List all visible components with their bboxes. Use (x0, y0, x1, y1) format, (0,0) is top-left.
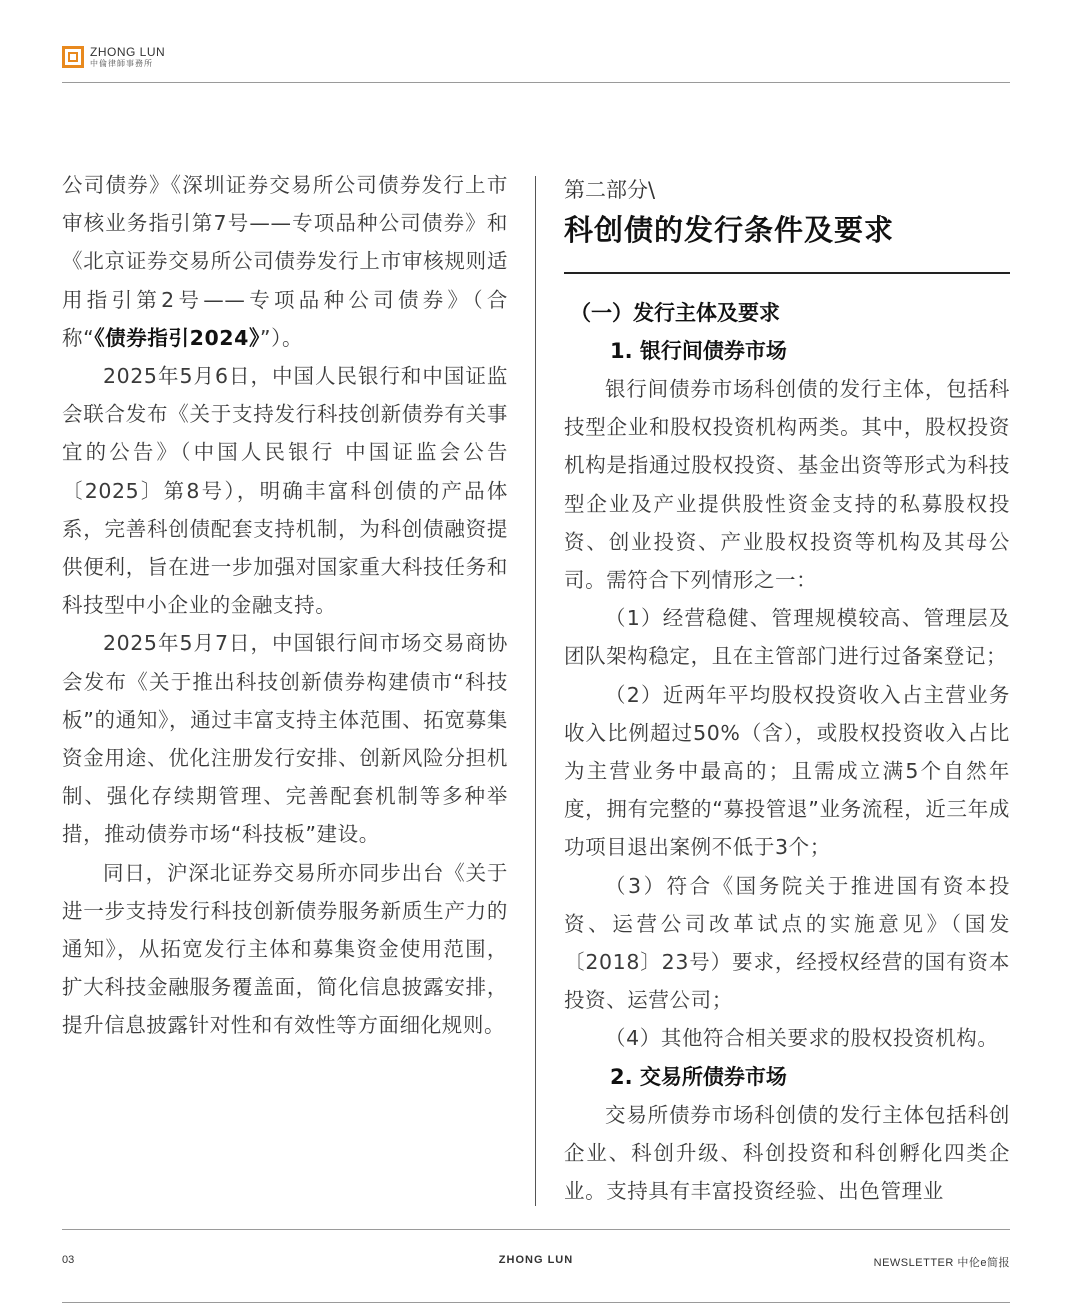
right-paragraph-condition-1: （1）经营稳健、管理规模较高、管理层及团队架构稳定，且在主管部门进行过备案登记； (564, 606, 1010, 669)
left-paragraph-2: 2025年5月6日，中国人民银行和中国证监会联合发布《关于支持发行科技创新债券有关事宜的公告》（中国人民银行 中国证监会公告〔2025〕第8号），明确丰富科创债的产品体系，完善科创债配套支持机制，为科创债融资提供便利，旨在进一步加强对国家重大科技任务和科技型中小企业的金融支持。 (62, 364, 508, 618)
zhonglun-logo (62, 44, 165, 70)
header-divider (62, 82, 1010, 83)
footer-newsletter-label: NEWSLETTER 中伦e简报 (873, 1257, 1010, 1269)
right-paragraph-condition-4: （4）其他符合相关要求的股权投资机构。 (605, 1026, 999, 1051)
section-heading-issuer: （一）发行主体及要求 (570, 301, 780, 325)
right-paragraph-condition-2: （2）近两年平均股权投资收入占主营业务收入比例超过50%（含），或股权投资收入占比为主营业务中最高的；且需成立满5个自然年度，拥有完整的“募投管退”业务流程，近三年成功项目退出案例不低于3个； (564, 682, 1010, 860)
right-paragraph-condition-3: （3）符合《国务院关于推进国有资本投资、运营公司改革试点的实施意见》（国发〔2018〕23号）要求，经授权经营的国有资本投资、运营公司； (564, 873, 1010, 1013)
footer-divider-top (62, 1229, 1010, 1230)
part-label: 第二部分\ (564, 178, 656, 202)
page-footer (62, 1254, 1010, 1274)
left-column (62, 166, 508, 1045)
left-paragraph-3: 2025年5月7日，中国银行间市场交易商协会发布《关于推出科技创新债券构建债市“科技板”的通知》，通过丰富支持主体范围、拓宽募集资金用途、优化注册发行安排、创新风险分担机制、强化存续期管理、完善配套机制等多种举措，推动债券市场“科技板”建设。 (62, 631, 508, 847)
part-title: 科创债的发行条件及要求 (564, 213, 895, 247)
logo-chinese-name: 中倫律師事務所 (90, 59, 153, 68)
logo-english-name: ZHONG LUN (90, 45, 166, 59)
left-paragraph-1: 公司债券》《深圳证券交易所公司债券发行上市审核业务指引第7号——专项品种公司债券》和《北京证券交易所公司债券发行上市审核规则适用指引第2号——专项品种公司债券》（合称“《债券指引2024》”）。 (62, 173, 508, 350)
bond-guideline-2024-term: 《债券指引2024》 (94, 325, 260, 350)
right-column (564, 166, 1010, 1210)
subheading-exchange-market: 2. 交易所债券市场 (610, 1064, 787, 1089)
footer-brand: ZHONG LUN (498, 1254, 574, 1266)
zhonglun-logo-icon (62, 46, 84, 68)
title-divider (564, 272, 1010, 274)
footer-divider-bottom (62, 1302, 1010, 1303)
right-paragraph-1: 银行间债券市场科创债的发行主体，包括科技型企业和股权投资机构两类。其中，股权投资机构是指通过股权投资、基金出资等形式为科技型企业及产业提供股性资金支持的私募股权投资、创业投资、产业股权投资等机构及其母公司。需符合下列情形之一： (564, 377, 1010, 593)
right-paragraph-exchange: 交易所债券市场科创债的发行主体包括科创企业、科创升级、科创投资和科创孵化四类企业。支持具有丰富投资经验、出色管理业 (564, 1102, 1010, 1204)
left-paragraph-4: 同日，沪深北证券交易所亦同步出台《关于进一步支持发行科技创新债券服务新质生产力的通知》，从拓宽发行主体和募集资金使用范围，扩大科技金融服务覆盖面，简化信息披露安排，提升信息披露针对性和有效性等方面细化规则。 (62, 860, 508, 1038)
subheading-interbank-market: 1. 银行间债券市场 (610, 339, 787, 363)
page-number: 03 (62, 1254, 75, 1266)
column-divider (535, 176, 536, 1206)
